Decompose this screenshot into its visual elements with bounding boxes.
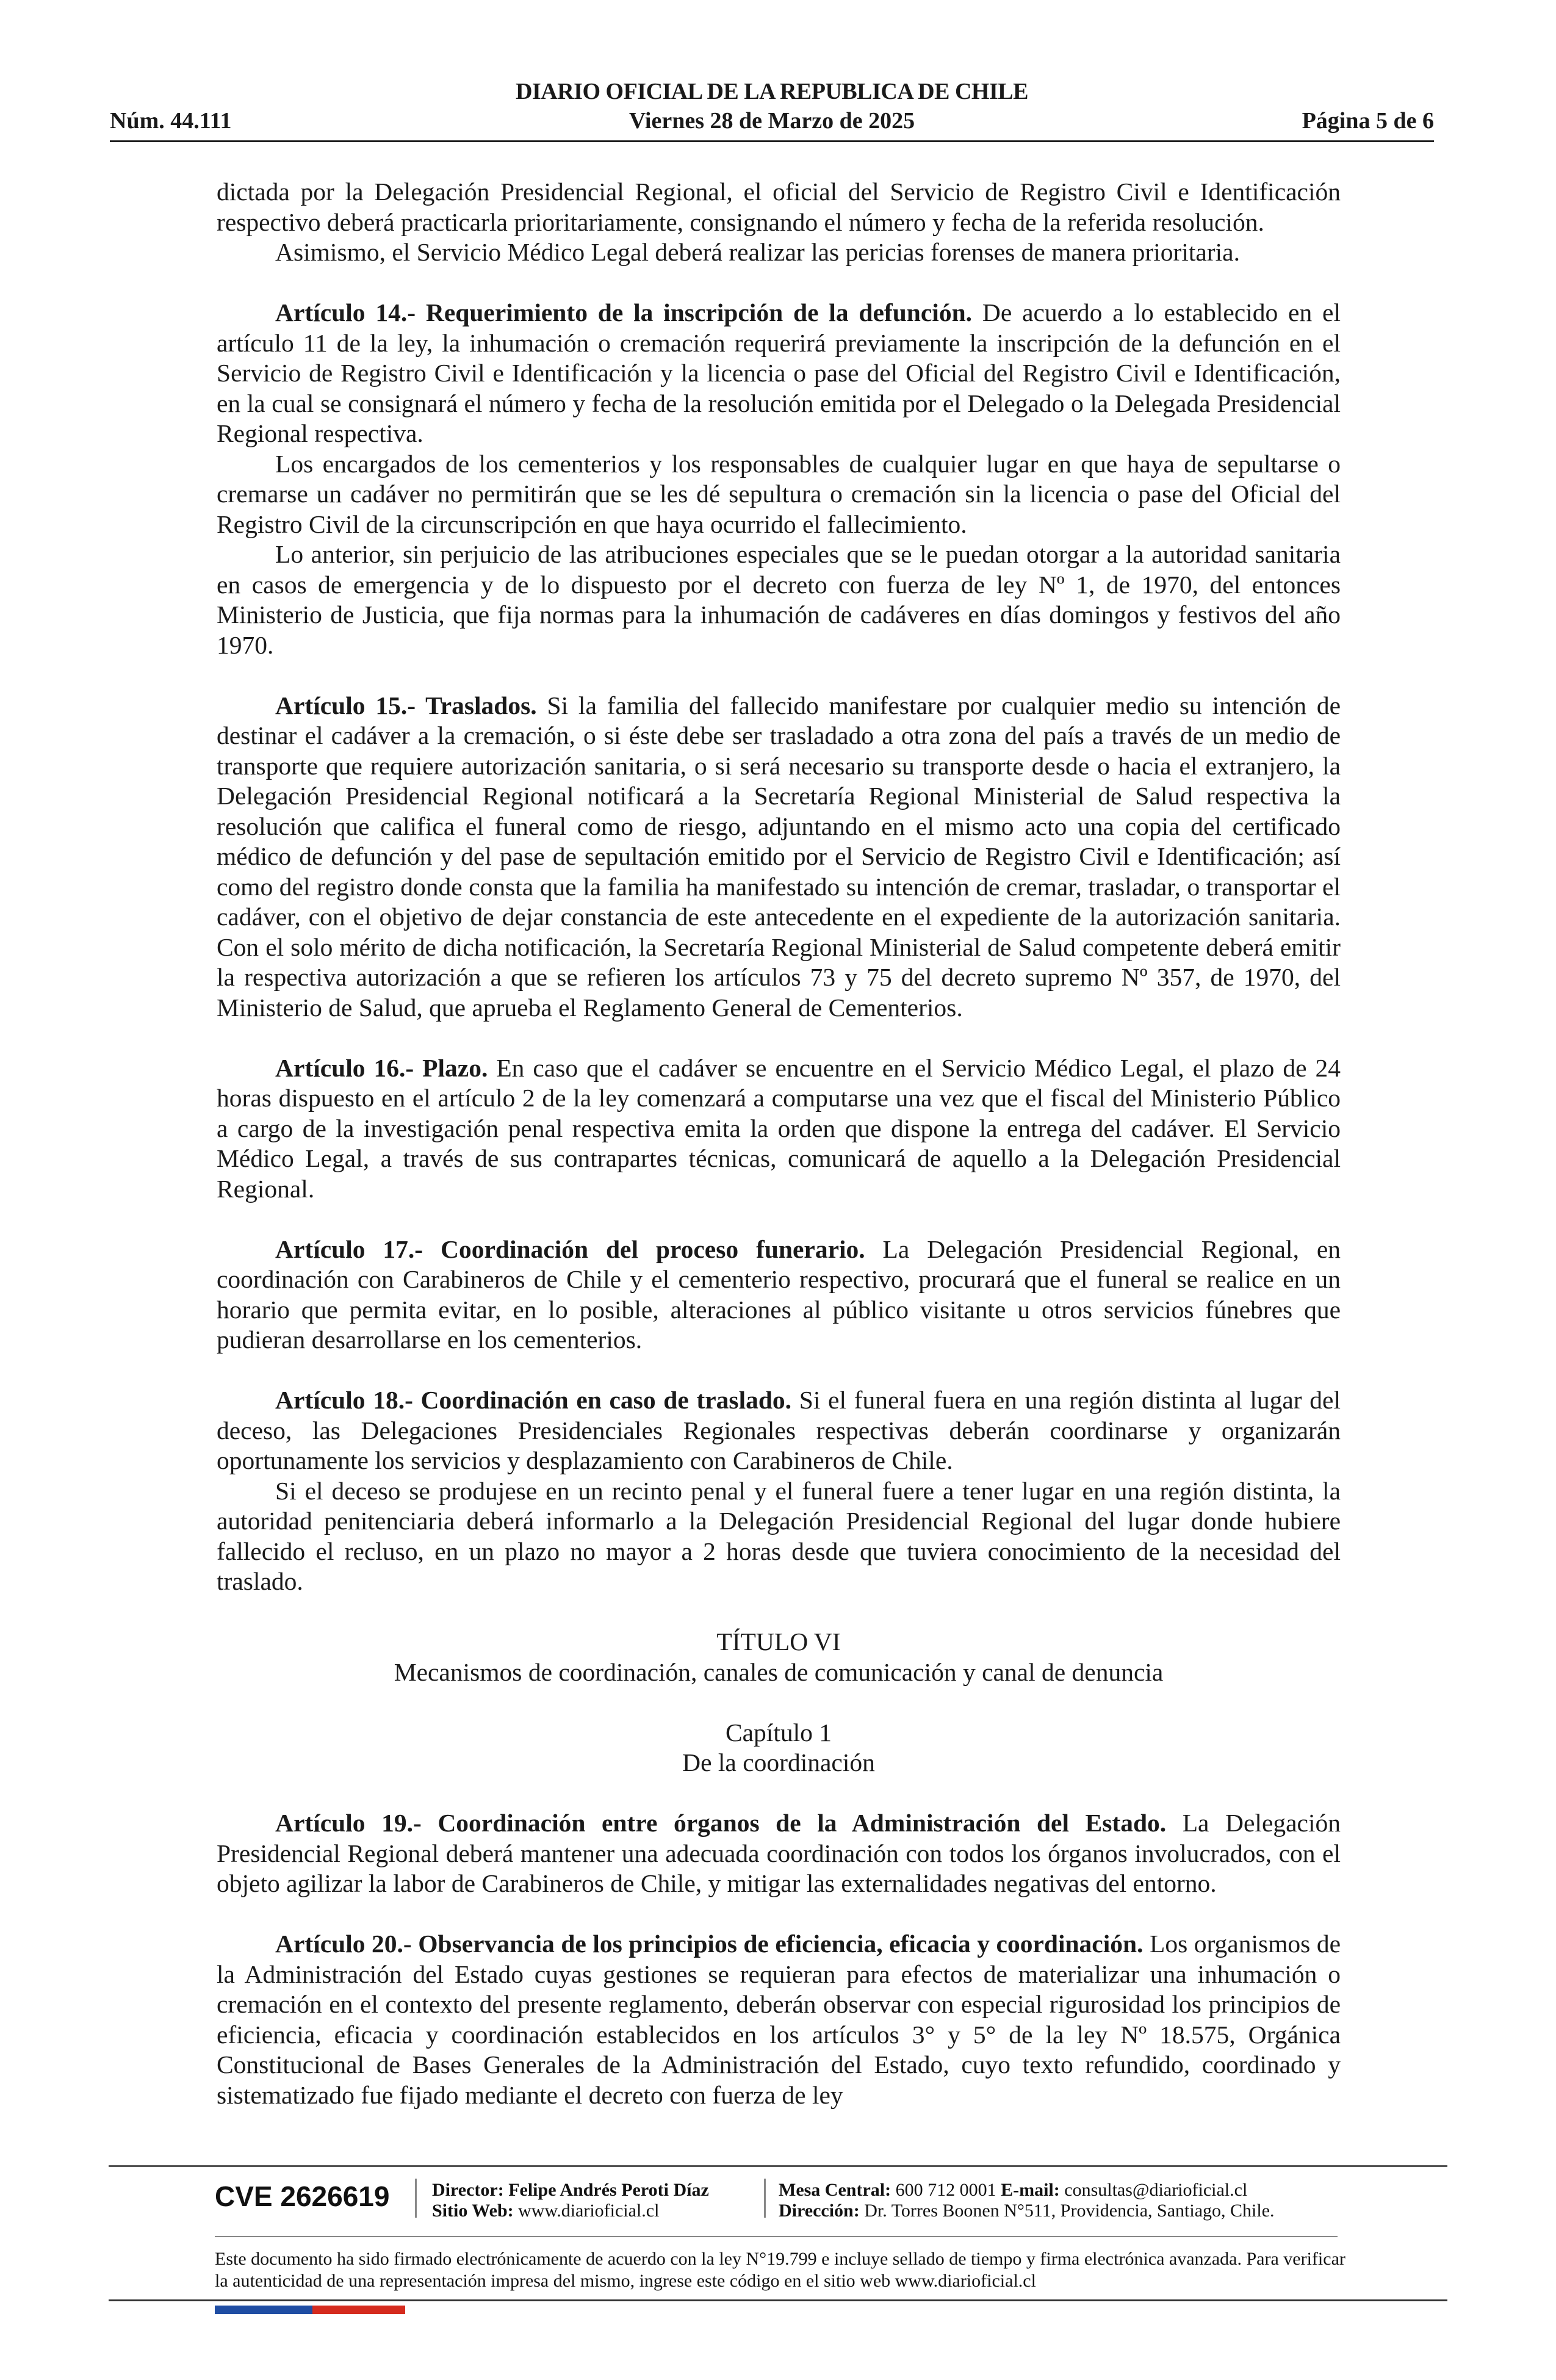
page-header bbox=[110, 72, 1434, 144]
titulo-heading: TÍTULO VI bbox=[716, 1628, 841, 1656]
article-text: Los organismos de la Administración del Estado cuyas gestiones se requieran para efectos de materializar una inhumación o cremación en el contexto del presente reglamento, deberán observar con especial rigurosidad los principios de eficiencia, eficacia y coordinación establecidos en los artículos 3° y 5° de la ley Nº 18.575, Orgánica Constitucional de Bases Generales de la Administración del Estado, cuyo texto refundido, coordinado y sistematizado fue fijado mediante el decreto con fuerza de ley bbox=[217, 1930, 1341, 2109]
capitulo-heading: Capítulo 1 bbox=[725, 1718, 832, 1747]
flag-stripe-blue bbox=[215, 2306, 312, 2314]
header-rule bbox=[110, 140, 1434, 142]
article-18 bbox=[217, 1385, 1341, 1476]
article-text: Si la familia del fallecido manifestare por cualquier medio su intención de destinar el cadáver a la cremación, o si éste debe ser trasladado a otra zona del país a través de un medio de transporte que requiere autorización sanitaria, o si será necesario su transporte desde o hacia el extranjero, la Delegación Presidencial Regional notificará a la Secretaría Regional Ministerial de Salud respectiva la resolución que califica el funeral como de riesgo, adjuntando en el mismo acto una copia del certificado médico de defunción y del pase de sepultación emitido por el Servicio de Registro Civil e Identificación; así como del registro donde consta que la familia ha manifestado su intención de cremar, trasladar, o transportar el cadáver, con el objetivo de dejar constancia de este antecedente en el expediente de la autorización sanitaria. Con el solo mérito de dicha notificación, la Secretaría Regional Ministerial de Salud competente deberá emitir la respectiva autorización a que se refieren los artículos 73 y 75 del decreto supremo Nº 357, de 1970, del Ministerio de Salud, que aprueba el Reglamento General de Cementerios. bbox=[217, 691, 1341, 1022]
publication-title: DIARIO OFICIAL DE LA REPUBLICA DE CHILE bbox=[516, 79, 1028, 104]
article-text: Si el funeral fuera en una región distinta al lugar del deceso, las Delegaciones Presidenciales Regionales respectivas deberán coordinarse y organizarán oportunamente los servicios y desplazamiento con Carabineros de Chile. bbox=[217, 1386, 1341, 1474]
paragraph: Si el deceso se produjese en un recinto penal y el funeral fuere a tener lugar en una región distinta, la autoridad penitenciaria deberá informarlo a la Delegación Presidencial Regional del lugar donde hubiere fallecido el recluso, en un plazo no mayor a 2 horas desde que tuviera conocimiento de la necesidad del traslado. bbox=[217, 1476, 1341, 1595]
paragraph: Los encargados de los cementerios y los responsables de cualquier lugar en que haya de sepultarse o cremarse un cadáver no permitirán que se les dé sepultura o cremación sin la licencia o pase del Oficial del Registro Civil de la circunscripción en que haya ocurrido el fallecimiento. bbox=[217, 449, 1341, 538]
titulo-subheading: Mecanismos de coordinación, canales de comunicación y canal de denuncia bbox=[394, 1657, 1164, 1686]
article-text: La Delegación Presidencial Regional deberá mantener una adecuada coordinación con todos los órganos involucrados, con el objeto agilizar la labor de Carabineros de Chile, y mitigar las externalidades negativas del entorno. bbox=[217, 1809, 1341, 1897]
article-heading: Artículo 16.- Plazo. bbox=[275, 1053, 488, 1082]
article-15 bbox=[217, 691, 1341, 1023]
article-heading: Artículo 17.- Coordinación del proceso funerario. bbox=[275, 1235, 865, 1263]
footer-contact-block bbox=[779, 2180, 1275, 2221]
address-label: Dirección: bbox=[779, 2201, 860, 2221]
website-link[interactable]: www.diarioficial.cl bbox=[513, 2201, 660, 2221]
flag-stripe-red bbox=[312, 2306, 405, 2314]
website-label: Sitio Web: bbox=[432, 2201, 514, 2221]
article-text: De acuerdo a lo establecido en el artículo 11 de la ley, la inhumación o cremación requerirá previamente la inscripción de la defunción en el Servicio de Registro Civil e Identificación y la licencia o pase del Oficial del Registro Civil e Identificación, en la cual se consignará el número y fecha de la resolución emitida por el Delegado o la Delegada Presidencial Regional respectiva. bbox=[217, 298, 1341, 447]
mesa-label: Mesa Central: bbox=[779, 2180, 891, 2200]
page-number: Página 5 de 6 bbox=[1302, 108, 1434, 134]
article-14 bbox=[217, 298, 1341, 449]
article-heading: Artículo 18.- Coordinación en caso de traslado. bbox=[275, 1386, 792, 1414]
paragraph: dictada por la Delegación Presidencial Regional, el oficial del Servicio de Registro Civil e Identificación respectivo deberá practicarla prioritariamente, consignando el número y fecha de la referida resolución. bbox=[217, 178, 1341, 236]
email-label: E-mail: bbox=[1001, 2180, 1060, 2200]
article-20 bbox=[217, 1929, 1341, 2110]
article-heading: Artículo 15.- Traslados. bbox=[275, 691, 537, 719]
article-17 bbox=[217, 1235, 1341, 1355]
footer-rule bbox=[215, 2236, 1338, 2237]
footer-rule bbox=[109, 2299, 1447, 2301]
footer-separator bbox=[764, 2179, 766, 2218]
capitulo-subheading: De la coordinación bbox=[682, 1748, 875, 1776]
address-value: Dr. Torres Boonen N°511, Providencia, Santiago, Chile. bbox=[859, 2201, 1275, 2221]
footer-separator bbox=[415, 2179, 417, 2218]
director-label: Director: bbox=[432, 2180, 504, 2200]
publication-date: Viernes 28 de Marzo de 2025 bbox=[629, 108, 915, 134]
article-19 bbox=[217, 1808, 1341, 1899]
director-name: Felipe Andrés Peroti Díaz bbox=[503, 2180, 709, 2200]
legal-notice: Este documento ha sido firmado electrónicamente de acuerdo con la ley N°19.799 e incluye sellado de tiempo y firma electrónica avanzada. Para verificar la autenticidad de una representación impresa del mismo, ingrese este código en el sitio web www.diarioficial.cl bbox=[215, 2249, 1345, 2291]
article-heading: Artículo 14.- Requerimiento de la inscripción de la defunción. bbox=[275, 298, 973, 326]
paragraph: Lo anterior, sin perjuicio de las atribuciones especiales que se le puedan otorgar a la autoridad sanitaria en casos de emergencia y de lo dispuesto por el decreto con fuerza de ley Nº 1, de 1970, del entonces Ministerio de Justicia, que fija normas para la inhumación de cadáveres en días domingos y festivos del año 1970. bbox=[217, 540, 1341, 659]
cve-code: CVE 2626619 bbox=[215, 2180, 390, 2212]
article-16 bbox=[217, 1053, 1341, 1205]
footer-director-block bbox=[432, 2180, 709, 2221]
paragraph: Asimismo, el Servicio Médico Legal deberá realizar las pericias forenses de manera prioritaria. bbox=[275, 238, 1240, 266]
footer-rule bbox=[109, 2165, 1447, 2167]
document-body bbox=[217, 177, 1341, 2110]
article-text: La Delegación Presidencial Regional, en coordinación con Carabineros de Chile y el cementerio respectivo, procurará que el funeral se realice en un horario que permita evitar, en lo posible, alteraciones al público visitante u otros servicios fúnebres que pudieran desarrollarse en los cementerios. bbox=[217, 1235, 1341, 1354]
article-heading: Artículo 20.- Observancia de los principios de eficiencia, eficacia y coordinación. bbox=[275, 1930, 1144, 1958]
article-heading: Artículo 19.- Coordinación entre órganos de la Administración del Estado. bbox=[275, 1809, 1167, 1837]
email-link[interactable]: consultas@diarioficial.cl bbox=[1059, 2180, 1248, 2200]
mesa-phone: 600 712 0001 bbox=[891, 2180, 1001, 2200]
issue-number: Núm. 44.111 bbox=[110, 108, 232, 134]
article-text: En caso que el cadáver se encuentre en el Servicio Médico Legal, el plazo de 24 horas dispuesto en el artículo 2 de la ley comenzará a computarse una vez que el fiscal del Ministerio Público a cargo de la investigación penal respectiva emita la orden que dispone la entrega del cadáver. El Servicio Médico Legal, a través de sus contrapartes técnicas, comunicará de aquello a la Delegación Presidencial Regional. bbox=[217, 1053, 1341, 1203]
